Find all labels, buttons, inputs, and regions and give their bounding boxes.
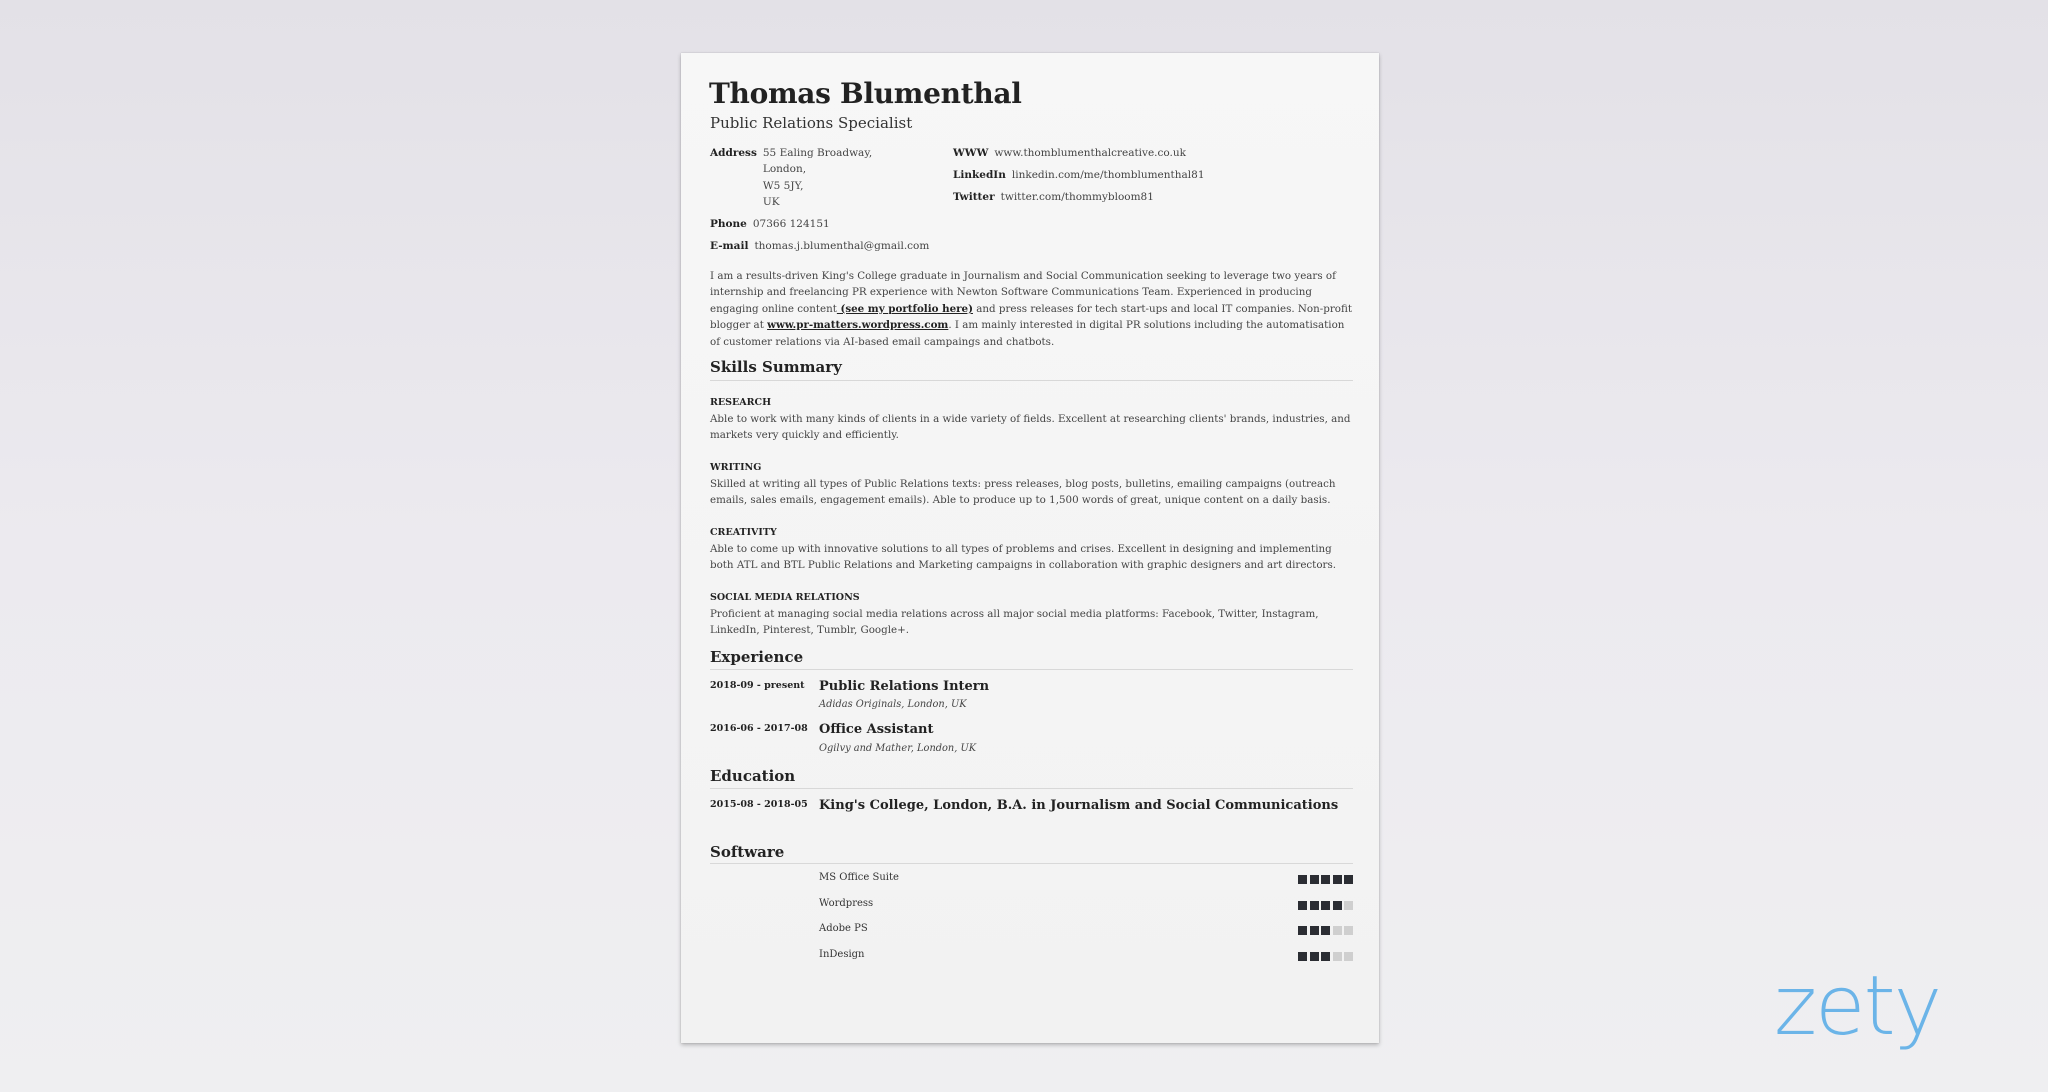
job-title: Public Relations Intern [819,679,990,694]
divider [710,863,1353,864]
skill-description: Proficient at managing social media relations across all major social media platforms: Facebook, Twitter, Instagram, LinkedIn, Pinterest, Tumblr, Google+. [710,608,1319,637]
software-name: Adobe PS [819,923,868,934]
experience-heading: Experience [710,648,804,666]
linkedin-label: LinkedIn [953,169,1006,181]
rating-filled-square [1298,926,1307,935]
rating-filled-square [1344,875,1353,884]
skill-title: RESEARCH [710,397,772,408]
www-link[interactable]: www.thomblumenthalcreative.co.uk [994,147,1186,159]
portfolio-link[interactable]: (see my portfolio here) [836,302,973,315]
linkedin-link[interactable]: linkedin.com/me/thomblumenthal81 [1011,169,1205,181]
software-name: InDesign [819,948,865,960]
job-dates: 2016-06 - 2017-08 [710,723,808,734]
rating-filled-square [1321,952,1330,961]
software-rating [1298,875,1353,884]
education-degree: King's College, London, B.A. in Journalism and Social Communications [819,798,1339,813]
summary-text: and press releases for tech start-ups and local IT companies. Non-profit blogger at [710,302,1352,332]
skill-title: SOCIAL MEDIA RELATIONS [710,592,860,603]
candidate-name: Thomas Blumenthal [709,77,1022,110]
rating-filled-square [1298,952,1307,961]
skill-title: WRITING [710,462,762,473]
candidate-title: Public Relations Specialist [710,114,913,132]
job-company: Adidas Originals, London, UK [819,699,967,710]
job-dates: 2018-09 - present [710,680,805,691]
rating-filled-square [1321,901,1330,910]
rating-filled-square [1333,901,1342,910]
phone-value: 07366 124151 [752,218,830,231]
address-line: UK [762,195,780,208]
skill-item [710,590,1355,639]
address-value [763,145,872,210]
software-name: MS Office Suite [819,872,899,883]
email-label: E-mail [710,240,749,253]
email-value[interactable]: thomas.j.blumenthal@gmail.com [754,240,930,253]
skill-item [710,460,1355,509]
education-heading: Education [710,767,796,785]
address-line: W5 5JY, [762,179,804,192]
skill-description: Able to come up with innovative solutions to all types of problems and crises. Excellent in designing and implementing both ATL and BTL Public Relations and Marketing campaigns in collaboration with graphic designers and art directors. [710,543,1336,572]
address-line: London, [762,163,807,176]
software-name: Wordpress [819,897,874,909]
phone-label: Phone [710,218,747,231]
summary-text: I am a results-driven King's College graduate in Journalism and Social Communication seeking to leverage two years of internship and freelancing PR experience with Newton Software Communications Team. Experienced in producing engaging online content [710,270,1336,315]
rating-filled-square [1310,875,1319,884]
summary-text: . I am mainly interested in digital PR solutions including the automatisation of customer relations via AI-based email campaings and chatbots. [710,319,1345,348]
zety-logo: zety [1774,959,1941,1054]
rating-filled-square [1321,875,1330,884]
software-rating [1298,926,1353,935]
rating-empty-square [1333,952,1342,961]
job-title: Office Assistant [819,722,934,737]
rating-empty-square [1344,926,1353,935]
resume-page [681,53,1379,1043]
www-label: WWW [953,147,989,159]
twitter-label: Twitter [953,191,995,203]
divider [710,788,1353,789]
divider [710,669,1353,670]
skill-title: CREATIVITY [710,527,777,538]
skill-description: Skilled at writing all types of Public Relations texts: press releases, blog posts, bulletins, emailing campaigns (outreach emails, sales emails, engagement emails). Able to produce up to 1,500 words of great, unique content on a daily basis. [710,478,1336,507]
skill-item [710,525,1355,574]
software-heading: Software [710,843,785,861]
address-label: Address [710,147,757,159]
rating-filled-square [1333,875,1342,884]
address-line: 55 Ealing Broadway, [762,147,873,159]
twitter-link[interactable]: twitter.com/thommybloom81 [1000,191,1154,203]
rating-empty-square [1344,952,1353,961]
rating-empty-square [1333,926,1342,935]
skill-description: Able to work with many kinds of clients in a wide variety of fields. Excellent at researching clients' brands, industries, and markets very quickly and efficiently. [710,413,1351,442]
rating-filled-square [1321,926,1330,935]
rating-filled-square [1310,926,1319,935]
rating-filled-square [1310,901,1319,910]
job-company: Ogilvy and Mather, London, UK [819,743,977,754]
education-dates: 2015-08 - 2018-05 [710,799,808,810]
rating-filled-square [1298,901,1307,910]
profile-summary [710,268,1355,350]
contact-right [953,145,1205,211]
rating-filled-square [1298,875,1307,884]
rating-empty-square [1344,901,1353,910]
rating-filled-square [1310,952,1319,961]
contact-left [710,145,929,255]
blog-link[interactable]: www.pr-matters.wordpress.com [767,319,949,332]
software-rating [1298,901,1353,910]
skills-heading: Skills Summary [710,358,842,376]
skill-item [710,395,1355,444]
software-rating [1298,952,1353,961]
divider [710,380,1353,381]
